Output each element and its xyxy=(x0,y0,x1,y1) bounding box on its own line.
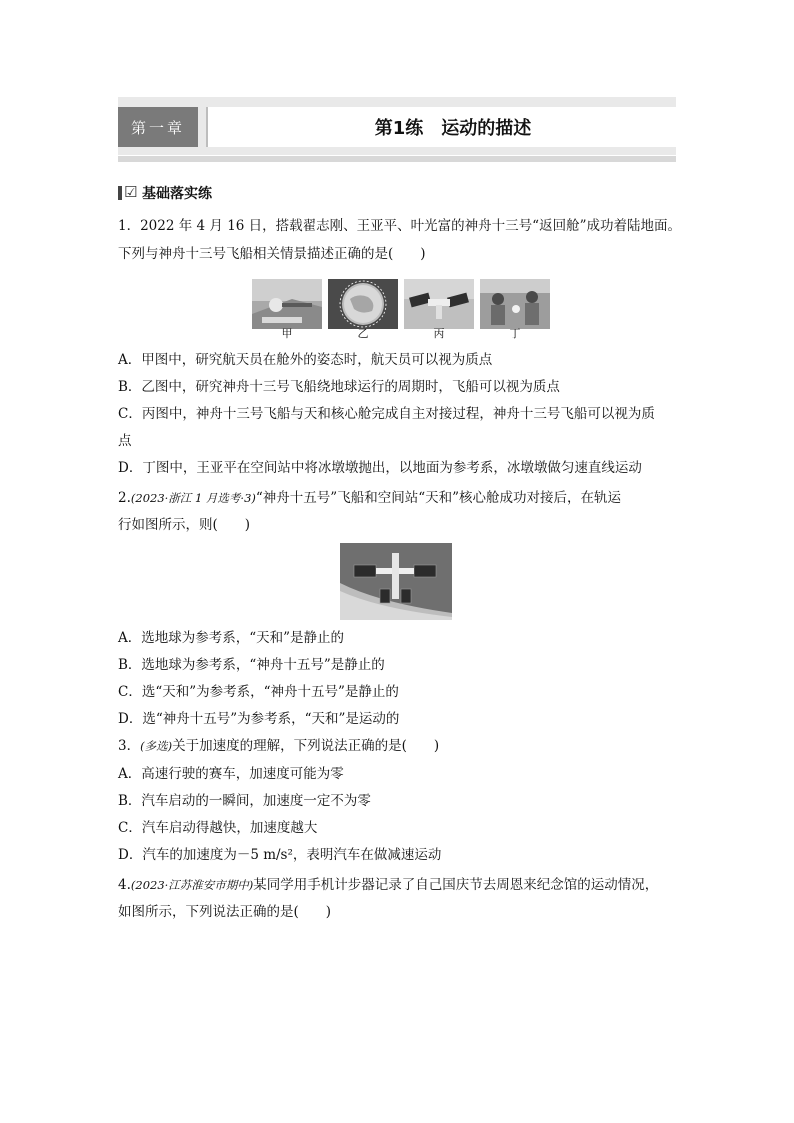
q2-station-image xyxy=(340,543,452,620)
q2-option-c: C．选“天和”为参考系，“神舟十五号”是静止的 xyxy=(118,684,399,700)
header-divider xyxy=(118,156,676,162)
q3-number: 3． xyxy=(118,738,141,754)
caption-yi: 乙 xyxy=(357,327,369,340)
q1-option-b: B．乙图中，研究神舟十三号飞船绕地球运行的周期时，飞船可以视为质点 xyxy=(118,379,560,395)
q1-option-d: D．丁图中，王亚平在空间站中将冰墩墩抛出，以地面为参考系，冰墩墩做匀速直线运动 xyxy=(118,460,642,476)
q4-stem-line2: 如图所示，下列说法正确的是( ) xyxy=(118,904,332,920)
q2-source: (2023·浙江 1 月选考·3) xyxy=(130,491,256,505)
q3-option-c: C．汽车启动得越快，加速度越大 xyxy=(118,820,318,836)
q1-caption-row xyxy=(252,327,550,341)
section-title: 基础落实练 xyxy=(142,186,212,202)
q2-stem-text: “神舟十五号”飞船和空间站“天和”核心舱成功对接后，在轨运 xyxy=(255,490,621,506)
q1-image-row xyxy=(252,279,550,329)
caption-ding: 丁 xyxy=(509,327,521,340)
q3-stem-text: 关于加速度的理解，下列说法正确的是( ) xyxy=(172,738,440,754)
q3-option-d: D．汽车的加速度为－5 m/s²，表明汽车在做减速运动 xyxy=(118,847,442,863)
q4-source: (2023·江苏淮安市期中) xyxy=(130,878,254,892)
q2-number: 2. xyxy=(118,490,131,506)
q3-stem xyxy=(118,733,678,760)
q3-option-b: B．汽车启动的一瞬间，加速度一定不为零 xyxy=(118,793,371,809)
caption-bing: 丙 xyxy=(433,327,445,340)
section-heading xyxy=(118,184,212,202)
title-box xyxy=(206,107,678,147)
q1-stem-line1: 1．2022 年 4 月 16 日，搭载翟志刚、王亚平、叶光富的神舟十三号“返回舱”成功着陆地面。 xyxy=(118,218,681,234)
q2-stem-line1 xyxy=(118,485,678,512)
q1-option-a: A．甲图中，研究航天员在舱外的姿态时，航天员可以视为质点 xyxy=(118,352,493,368)
chapter-label: 第一章 xyxy=(118,107,198,147)
q1-image-ding xyxy=(480,279,550,329)
q4-stem-text: 某同学用手机计步器记录了自己国庆节去周恩来纪念馆的运动情况， xyxy=(253,877,659,893)
q4-stem-line1 xyxy=(118,872,678,899)
caption-jia: 甲 xyxy=(281,327,293,340)
q1-option-c-line2: 点 xyxy=(118,433,132,449)
q2-option-a: A．选地球为参考系，“天和”是静止的 xyxy=(118,630,345,646)
q1-image-yi xyxy=(328,279,398,329)
q4-number: 4. xyxy=(118,877,131,893)
check-icon: ☑ xyxy=(118,186,136,200)
q2-stem-line2: 行如图所示，则( ) xyxy=(118,517,251,533)
q1-image-bing xyxy=(404,279,474,329)
q1-image-jia xyxy=(252,279,322,329)
q2-option-b: B．选地球为参考系，“神舟十五号”是静止的 xyxy=(118,657,385,673)
q3-tag: (多选) xyxy=(140,739,173,753)
q3-option-a: A．高速行驶的赛车，加速度可能为零 xyxy=(118,766,344,782)
q1-stem-line2: 下列与神舟十三号飞船相关情景描述正确的是( ) xyxy=(118,246,426,262)
page-title: 第1练 运动的描述 xyxy=(374,118,532,139)
q1-option-c-line1: C．丙图中，神舟十三号飞船与天和核心舱完成自主对接过程，神舟十三号飞船可以视为质 xyxy=(118,406,655,422)
q2-option-d: D．选“神舟十五号”为参考系，“天和”是运动的 xyxy=(118,711,400,727)
